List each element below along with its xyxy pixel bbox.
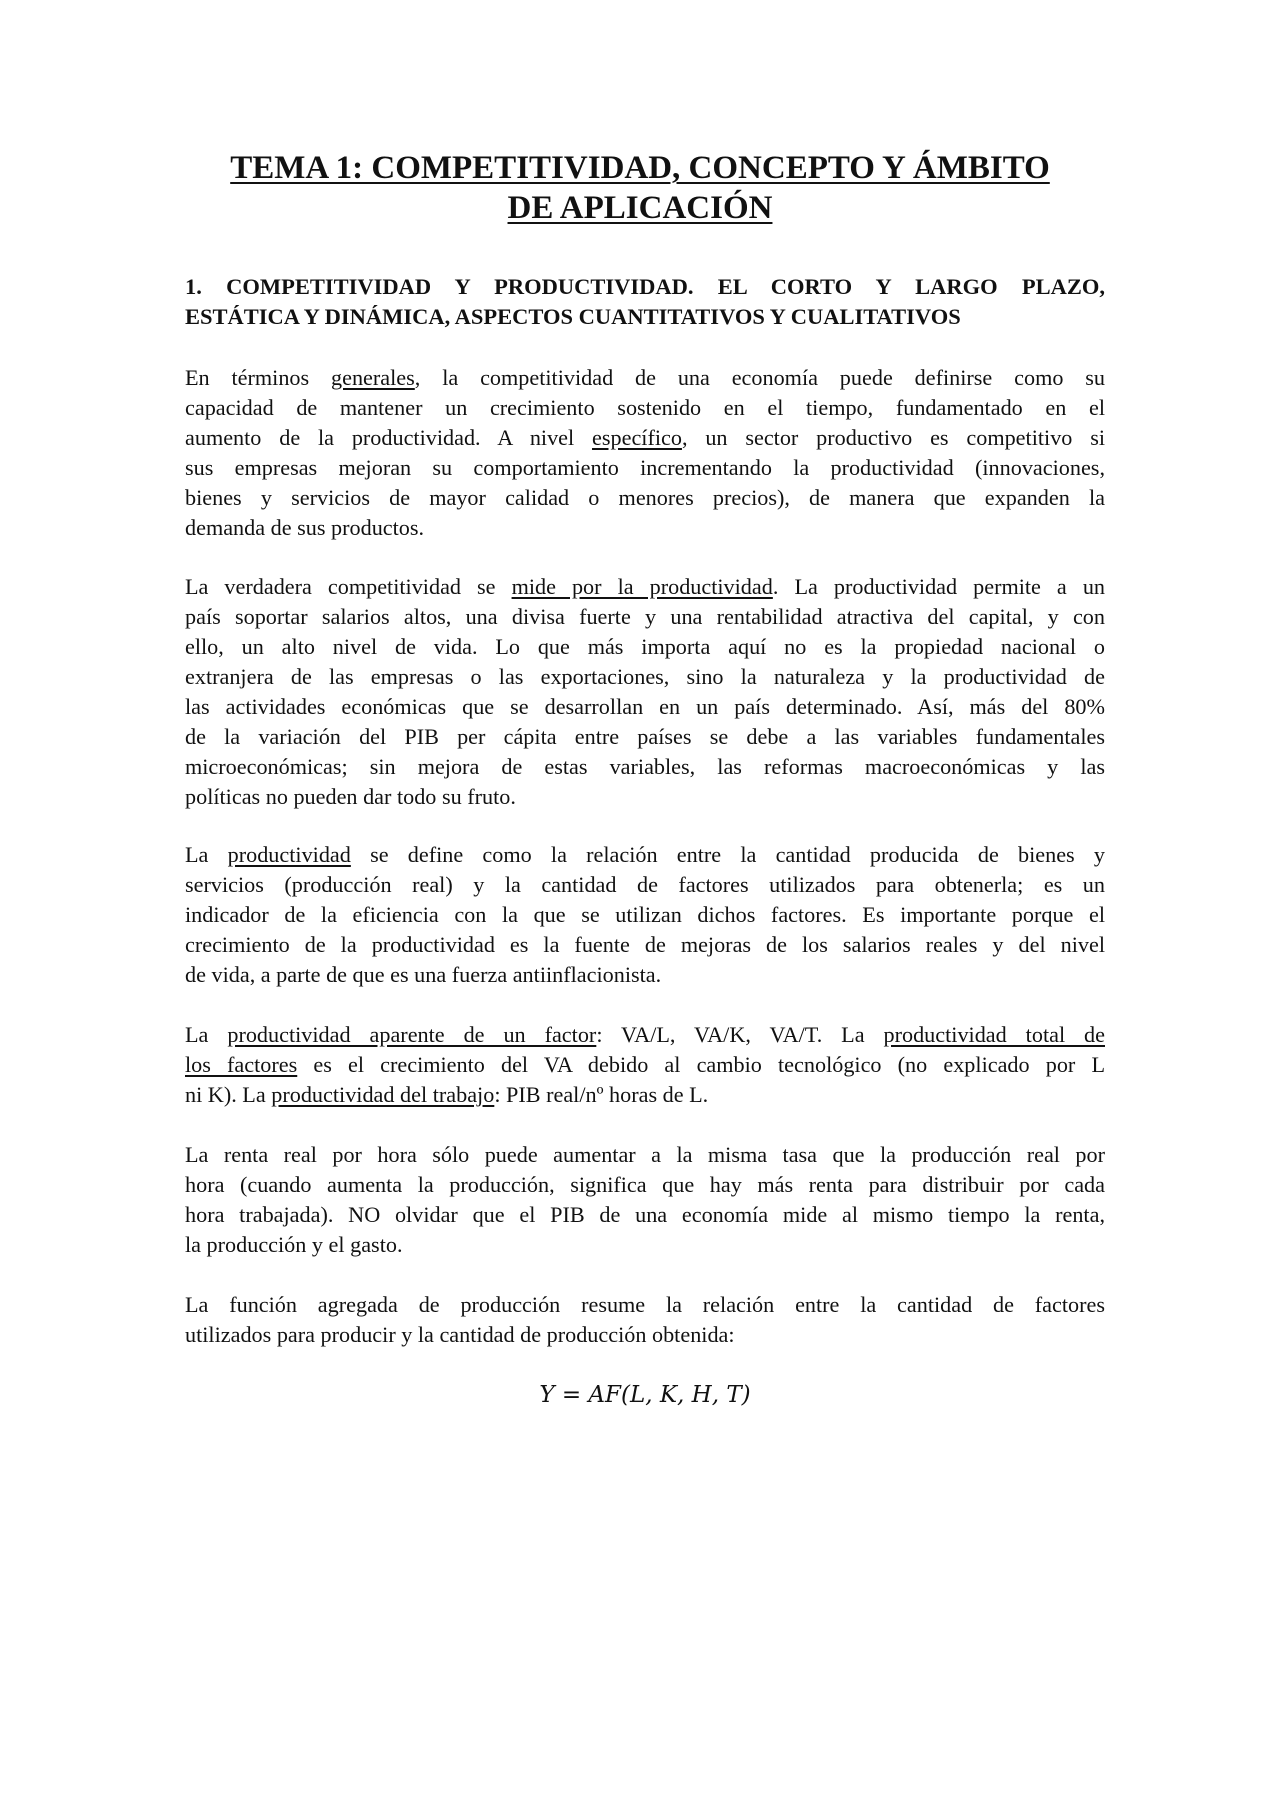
- paragraph-line: la producción y el gasto.: [185, 1232, 403, 1257]
- underlined-term-productividad-aparente: productividad aparente de un factor: [227, 1022, 597, 1047]
- paragraph-line: La función agregada de producción resume la relación entre la cantidad de factores: [185, 1292, 1105, 1317]
- text-run: es el crecimiento del VA debido al cambio tecnológico (no explicado por L: [297, 1052, 1106, 1077]
- paragraph-tipos-productividad: [185, 1020, 1105, 1110]
- text-run: , la competitividad de una economía puede definirse como su: [414, 365, 1106, 390]
- section-heading-line-1: 1. COMPETITIVIDAD Y PRODUCTIVIDAD. EL CORTO Y LARGO PLAZO,: [185, 274, 1105, 299]
- paragraph-funcion-produccion: [185, 1290, 1105, 1350]
- paragraph-line: de vida, a parte de que es una fuerza antiinflacionista.: [185, 962, 662, 987]
- paragraph-line: las actividades económicas que se desarrollan en un país determinado. Así, más del 80%: [185, 694, 1105, 719]
- text-run: , un sector productivo es competitivo si: [681, 425, 1105, 450]
- underlined-term-productividad: productividad: [227, 842, 351, 867]
- underlined-term-productividad-total: productividad total de: [883, 1022, 1105, 1047]
- text-run: : VA/L, VA/K, VA/T. La: [596, 1022, 884, 1047]
- text-run: . La productividad permite a un: [772, 574, 1106, 599]
- paragraph-line: hora (cuando aumenta la producción, significa que hay más renta para distribuir por cada: [185, 1172, 1105, 1197]
- title-line-2: DE APLICACIÓN: [507, 190, 773, 226]
- section-heading: [185, 272, 1105, 332]
- underlined-term-generales: generales: [331, 365, 415, 390]
- underlined-term-especifico: específico: [592, 425, 682, 450]
- paragraph-line: [185, 572, 1105, 602]
- paragraph-line: bienes y servicios de mayor calidad o menores precios), de manera que expanden la: [185, 485, 1105, 510]
- paragraph-competitividad-productividad: [185, 572, 1105, 812]
- paragraph-line: [185, 1020, 1105, 1050]
- paragraph-line: servicios (producción real) y la cantidad de factores utilizados para obtenerla; es un: [185, 872, 1105, 897]
- paragraph-renta-real: [185, 1140, 1105, 1260]
- document-title: [185, 148, 1095, 228]
- paragraph-line: La renta real por hora sólo puede aumentar a la misma tasa que la producción real por: [185, 1142, 1105, 1167]
- title-line-1: TEMA 1: COMPETITIVIDAD, CONCEPTO Y ÁMBITO: [230, 150, 1050, 186]
- paragraph-line: [185, 1050, 1105, 1080]
- paragraph-productividad-definicion: [185, 840, 1105, 990]
- text-run: aumento de la productividad. A nivel: [185, 425, 593, 450]
- text-run: ni K). La: [185, 1082, 272, 1107]
- text-run: La: [185, 1022, 228, 1047]
- text-run: : PIB real/nº horas de L.: [494, 1082, 709, 1107]
- paragraph-line: microeconómicas; sin mejora de estas variables, las reformas macroeconómicas y las: [185, 754, 1105, 779]
- paragraph-line: país soportar salarios altos, una divisa fuerte y una rentabilidad atractiva del capital, y con: [185, 604, 1105, 629]
- paragraph-line: [185, 1080, 1105, 1110]
- text-run: La: [185, 842, 228, 867]
- paragraph-line: [185, 423, 1105, 453]
- paragraph-line: crecimiento de la productividad es la fuente de mejoras de los salarios reales y del nivel: [185, 932, 1105, 957]
- paragraph-line: hora trabajada). NO olvidar que el PIB de una economía mide al mismo tiempo la renta,: [185, 1202, 1105, 1227]
- paragraph-line: sus empresas mejoran su comportamiento incrementando la productividad (innovaciones,: [185, 455, 1105, 480]
- paragraph-line: utilizados para producir y la cantidad de producción obtenida:: [185, 1322, 735, 1347]
- paragraph-line: políticas no pueden dar todo su fruto.: [185, 784, 516, 809]
- paragraph-line: de la variación del PIB per cápita entre países se debe a las variables fundamentales: [185, 724, 1105, 749]
- paragraph-line: capacidad de mantener un crecimiento sostenido en el tiempo, fundamentado en el: [185, 395, 1105, 420]
- paragraph-line: demanda de sus productos.: [185, 515, 425, 540]
- production-function-formula: Y = AF(L, K, H, T): [539, 1382, 751, 1408]
- paragraph-line: [185, 840, 1105, 870]
- paragraph-line: indicador de la eficiencia con la que se utilizan dichos factores. Es importante porque el: [185, 902, 1105, 927]
- underlined-term-los-factores: los factores: [185, 1052, 298, 1077]
- text-run: En términos: [185, 365, 332, 390]
- paragraph-line: extranjera de las empresas o las exportaciones, sino la naturaleza y la productividad de: [185, 664, 1105, 689]
- section-heading-line-2: ESTÁTICA Y DINÁMICA, ASPECTOS CUANTITATIVOS Y CUALITATIVOS: [185, 304, 961, 329]
- underlined-term-productividad-trabajo: productividad del trabajo: [271, 1082, 495, 1107]
- text-run: se define como la relación entre la cantidad producida de bienes y: [350, 842, 1105, 867]
- paragraph-line: [185, 363, 1105, 393]
- paragraph-competitividad-definicion: [185, 363, 1105, 543]
- underlined-term-mide-productividad: mide por la productividad: [511, 574, 773, 599]
- text-run: La verdadera competitividad se: [185, 574, 512, 599]
- paragraph-line: ello, un alto nivel de vida. Lo que más importa aquí no es la propiedad nacional o: [185, 634, 1105, 659]
